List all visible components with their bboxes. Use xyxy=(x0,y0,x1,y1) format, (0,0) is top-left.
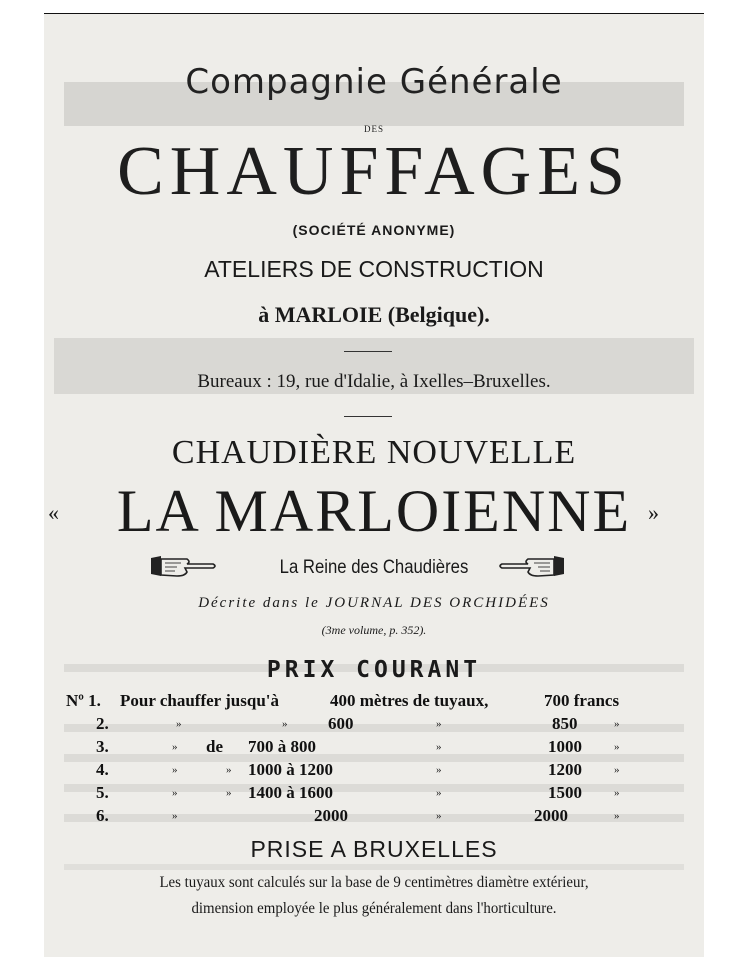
ditto-mark: » xyxy=(226,787,232,799)
divider-2 xyxy=(344,416,392,417)
ditto-mark: » xyxy=(614,718,620,730)
row-price: 850 xyxy=(552,714,578,733)
row-number: 6. xyxy=(96,806,109,825)
row-price: 1200 xyxy=(548,760,582,779)
ditto-mark: » xyxy=(614,810,620,822)
row-price: 1500 xyxy=(548,783,582,802)
price-row xyxy=(44,806,704,828)
ditto-mark: » xyxy=(172,787,178,799)
row-number: Nº 1. xyxy=(66,691,101,710)
ditto-mark: » xyxy=(172,810,178,822)
row-number: 2. xyxy=(96,714,109,733)
location-line: à MARLOIE (Belgique). xyxy=(258,302,490,327)
row-price: 1000 xyxy=(548,737,582,756)
company-line: Compagnie Générale xyxy=(185,62,563,102)
price-row xyxy=(44,760,704,782)
prix-courant-heading: PRIX COURANT xyxy=(266,657,482,683)
price-row xyxy=(44,783,704,805)
row-range: 700 à 800 xyxy=(248,737,316,756)
ditto-mark: » xyxy=(172,764,178,776)
bureaux-line: Bureaux : 19, rue d'Idalie, à Ixelles–Bruxelles. xyxy=(197,371,551,392)
row-range: 2000 xyxy=(314,806,348,825)
prise-line: PRISE A BRUXELLES xyxy=(250,836,498,862)
volume-line: (3me volume, p. 352). xyxy=(321,623,427,637)
row-number: 3. xyxy=(96,737,109,756)
ditto-mark: » xyxy=(436,787,442,799)
row-number: 5. xyxy=(96,783,109,802)
ditto-mark: » xyxy=(614,764,620,776)
row-number: 4. xyxy=(96,760,109,779)
ditto-mark: » xyxy=(176,718,182,730)
ditto-mark: » xyxy=(614,787,620,799)
ditto-mark: » xyxy=(436,764,442,776)
ditto-mark: » xyxy=(614,741,620,753)
price-row xyxy=(44,691,704,713)
ditto-mark: » xyxy=(172,741,178,753)
row-de: de xyxy=(206,737,223,756)
row-price: 2000 xyxy=(534,806,568,825)
advertisement-page xyxy=(44,14,704,957)
chaudiere-line: CHAUDIÈRE NOUVELLE xyxy=(171,434,577,471)
decrite-line xyxy=(44,595,704,612)
row-range: 600 xyxy=(328,714,354,733)
price-row xyxy=(44,737,704,759)
footnote-line-2: dimension employée le plus généralement dans l'horticulture. xyxy=(191,900,557,917)
ditto-mark: » xyxy=(226,764,232,776)
row-price: 700 francs xyxy=(544,691,620,710)
product-name: LA MARLOIENNE xyxy=(116,478,632,544)
row-range: 1400 à 1600 xyxy=(248,783,333,802)
societe-anonyme: (SOCIÉTÉ ANONYME) xyxy=(292,222,456,238)
journal-title: JOURNAL DES ORCHIDÉES xyxy=(325,595,550,611)
ditto-mark: » xyxy=(436,718,442,730)
ditto-mark: » xyxy=(436,810,442,822)
reine-line: La Reine des Chaudières xyxy=(279,557,469,578)
quote-close: » xyxy=(648,500,659,525)
row-range: 400 mètres de tuyaux, xyxy=(330,691,489,710)
ditto-mark: » xyxy=(436,741,442,753)
quote-open: « xyxy=(48,500,59,525)
des-label: DES xyxy=(363,124,384,134)
row-range: 1000 à 1200 xyxy=(248,760,333,779)
ditto-mark: » xyxy=(282,718,288,730)
ateliers-line: ATELIERS DE CONSTRUCTION xyxy=(204,256,544,282)
main-title: CHAUFFAGES xyxy=(117,133,631,210)
price-row xyxy=(44,714,704,736)
pointing-hand-left-icon xyxy=(496,552,568,585)
footnote-line-1: Les tuyaux sont calculés sur la base de 9 centimètres diamètre extérieur, xyxy=(159,874,589,891)
decrite-prefix: Décrite dans le xyxy=(198,595,320,611)
row-description: Pour chauffer jusqu'à xyxy=(120,691,280,710)
divider-1 xyxy=(344,351,392,352)
